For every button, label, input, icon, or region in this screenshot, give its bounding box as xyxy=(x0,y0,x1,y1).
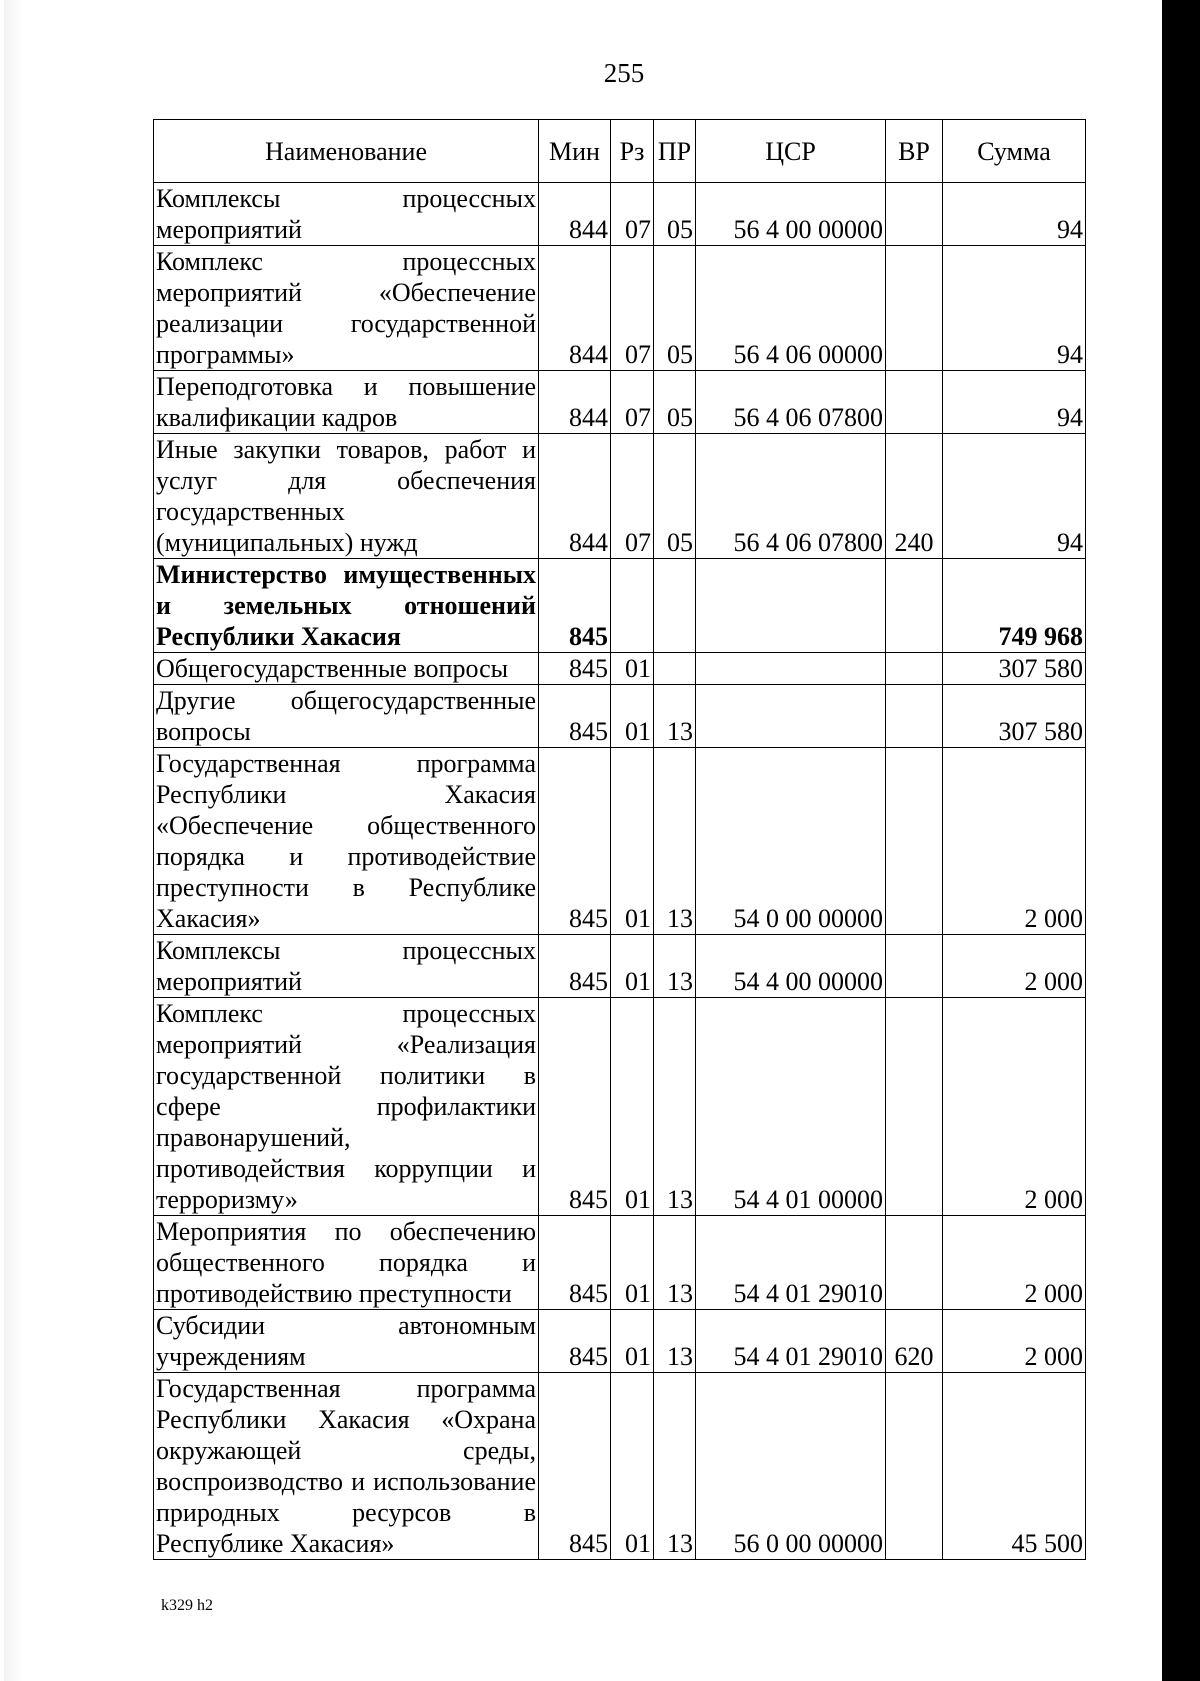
header-min: Мин xyxy=(539,120,611,183)
cell-min: 845 xyxy=(539,1373,611,1560)
cell-vr xyxy=(886,1216,943,1310)
cell-rz: 01 xyxy=(611,653,654,685)
cell-rz: 01 xyxy=(611,748,654,935)
table-row xyxy=(154,559,1086,653)
cell-csr xyxy=(696,559,886,653)
cell-sum: 2 000 xyxy=(943,1310,1086,1373)
cell-rz: 07 xyxy=(611,246,654,371)
cell-pr: 05 xyxy=(654,246,696,371)
table-header-row xyxy=(154,120,1086,183)
cell-csr: 54 4 00 00000 xyxy=(696,935,886,998)
cell-pr: 13 xyxy=(654,935,696,998)
cell-pr: 13 xyxy=(654,1216,696,1310)
cell-sum: 94 xyxy=(943,183,1086,246)
cell-csr xyxy=(696,685,886,748)
cell-min: 844 xyxy=(539,183,611,246)
cell-rz: 01 xyxy=(611,1310,654,1373)
cell-vr: 620 xyxy=(886,1310,943,1373)
cell-sum: 45 500 xyxy=(943,1373,1086,1560)
cell-rz: 01 xyxy=(611,935,654,998)
table-row xyxy=(154,998,1086,1216)
cell-name: Государственная программа Республики Хакасия «Обеспечение общественного порядка и противодействие преступности в Республике Хакасия» xyxy=(154,748,539,935)
cell-rz: 07 xyxy=(611,434,654,559)
cell-vr xyxy=(886,748,943,935)
table-row xyxy=(154,434,1086,559)
cell-rz: 01 xyxy=(611,1373,654,1560)
cell-vr xyxy=(886,246,943,371)
cell-sum: 94 xyxy=(943,246,1086,371)
cell-min: 845 xyxy=(539,559,611,653)
cell-name: Мероприятия по обеспечению общественного порядка и противодействию преступности xyxy=(154,1216,539,1310)
cell-vr xyxy=(886,1373,943,1560)
cell-csr: 56 4 06 00000 xyxy=(696,246,886,371)
cell-pr: 13 xyxy=(654,685,696,748)
cell-rz: 07 xyxy=(611,371,654,434)
cell-csr: 56 4 06 07800 xyxy=(696,371,886,434)
cell-vr xyxy=(886,935,943,998)
cell-name: Комплекс процессных мероприятий «Реализация государственной политики в сфере профилактики правонарушений, противодействия коррупции и терроризму» xyxy=(154,998,539,1216)
cell-pr: 13 xyxy=(654,748,696,935)
table-row xyxy=(154,748,1086,935)
cell-csr: 54 4 01 29010 xyxy=(696,1310,886,1373)
cell-min: 844 xyxy=(539,246,611,371)
table-row xyxy=(154,1373,1086,1560)
table-row xyxy=(154,246,1086,371)
cell-pr: 13 xyxy=(654,1373,696,1560)
cell-pr: 05 xyxy=(654,183,696,246)
cell-csr: 56 4 00 00000 xyxy=(696,183,886,246)
cell-vr xyxy=(886,183,943,246)
cell-csr: 54 4 01 29010 xyxy=(696,1216,886,1310)
cell-rz: 07 xyxy=(611,183,654,246)
scan-edge-shadow xyxy=(4,0,22,1681)
footer-code: k329 h2 xyxy=(161,1597,213,1614)
cell-pr: 05 xyxy=(654,371,696,434)
cell-vr xyxy=(886,685,943,748)
cell-rz: 01 xyxy=(611,998,654,1216)
cell-rz: 01 xyxy=(611,685,654,748)
header-vr: ВР xyxy=(886,120,943,183)
cell-sum: 94 xyxy=(943,371,1086,434)
cell-name: Комплекс процессных мероприятий «Обеспечение реализации государственной программы» xyxy=(154,246,539,371)
header-sum: Сумма xyxy=(943,120,1086,183)
cell-min: 844 xyxy=(539,434,611,559)
cell-name: Комплексы процессных мероприятий xyxy=(154,183,539,246)
cell-vr xyxy=(886,653,943,685)
cell-min: 845 xyxy=(539,653,611,685)
table-row xyxy=(154,685,1086,748)
cell-name: Другие общегосударственные вопросы xyxy=(154,685,539,748)
budget-table xyxy=(153,119,1086,1560)
cell-name: Переподготовка и повышение квалификации кадров xyxy=(154,371,539,434)
header-name: Наименование xyxy=(154,120,539,183)
page-number: 255 xyxy=(603,58,645,88)
cell-rz xyxy=(611,559,654,653)
cell-csr: 54 4 01 00000 xyxy=(696,998,886,1216)
cell-pr: 13 xyxy=(654,1310,696,1373)
cell-min: 845 xyxy=(539,998,611,1216)
cell-name: Комплексы процессных мероприятий xyxy=(154,935,539,998)
cell-sum: 2 000 xyxy=(943,998,1086,1216)
cell-csr: 56 4 06 07800 xyxy=(696,434,886,559)
header-rz: Рз xyxy=(611,120,654,183)
scan-black-edge xyxy=(1162,0,1200,1681)
cell-pr: 13 xyxy=(654,998,696,1216)
cell-vr: 240 xyxy=(886,434,943,559)
cell-min: 845 xyxy=(539,685,611,748)
cell-sum: 307 580 xyxy=(943,653,1086,685)
cell-pr xyxy=(654,653,696,685)
cell-min: 845 xyxy=(539,1310,611,1373)
cell-min: 845 xyxy=(539,1216,611,1310)
cell-pr: 05 xyxy=(654,434,696,559)
cell-rz: 01 xyxy=(611,1216,654,1310)
cell-sum: 307 580 xyxy=(943,685,1086,748)
table-row xyxy=(154,653,1086,685)
table-row xyxy=(154,1310,1086,1373)
cell-name: Общегосударственные вопросы xyxy=(154,653,539,685)
cell-name: Субсидии автономным учреждениям xyxy=(154,1310,539,1373)
cell-min: 845 xyxy=(539,748,611,935)
cell-name: Иные закупки товаров, работ и услуг для обеспечения государственных (муниципальных) нужд xyxy=(154,434,539,559)
table-row xyxy=(154,935,1086,998)
cell-sum: 749 968 xyxy=(943,559,1086,653)
cell-pr xyxy=(654,559,696,653)
cell-sum: 2 000 xyxy=(943,1216,1086,1310)
cell-csr: 56 0 00 00000 xyxy=(696,1373,886,1560)
cell-vr xyxy=(886,998,943,1216)
table-row xyxy=(154,371,1086,434)
cell-min: 844 xyxy=(539,371,611,434)
table-row xyxy=(154,1216,1086,1310)
header-pr: ПР xyxy=(654,120,696,183)
cell-vr xyxy=(886,371,943,434)
cell-sum: 2 000 xyxy=(943,748,1086,935)
cell-sum: 94 xyxy=(943,434,1086,559)
cell-csr xyxy=(696,653,886,685)
cell-name: Министерство имущественных и земельных отношений Республики Хакасия xyxy=(154,559,539,653)
header-csr: ЦСР xyxy=(696,120,886,183)
table-row xyxy=(154,183,1086,246)
cell-min: 845 xyxy=(539,935,611,998)
cell-name: Государственная программа Республики Хакасия «Охрана окружающей среды, воспроизводство и использование природных ресурсов в Республике Хакасия» xyxy=(154,1373,539,1560)
table-body xyxy=(154,183,1086,1560)
cell-sum: 2 000 xyxy=(943,935,1086,998)
cell-csr: 54 0 00 00000 xyxy=(696,748,886,935)
cell-vr xyxy=(886,559,943,653)
